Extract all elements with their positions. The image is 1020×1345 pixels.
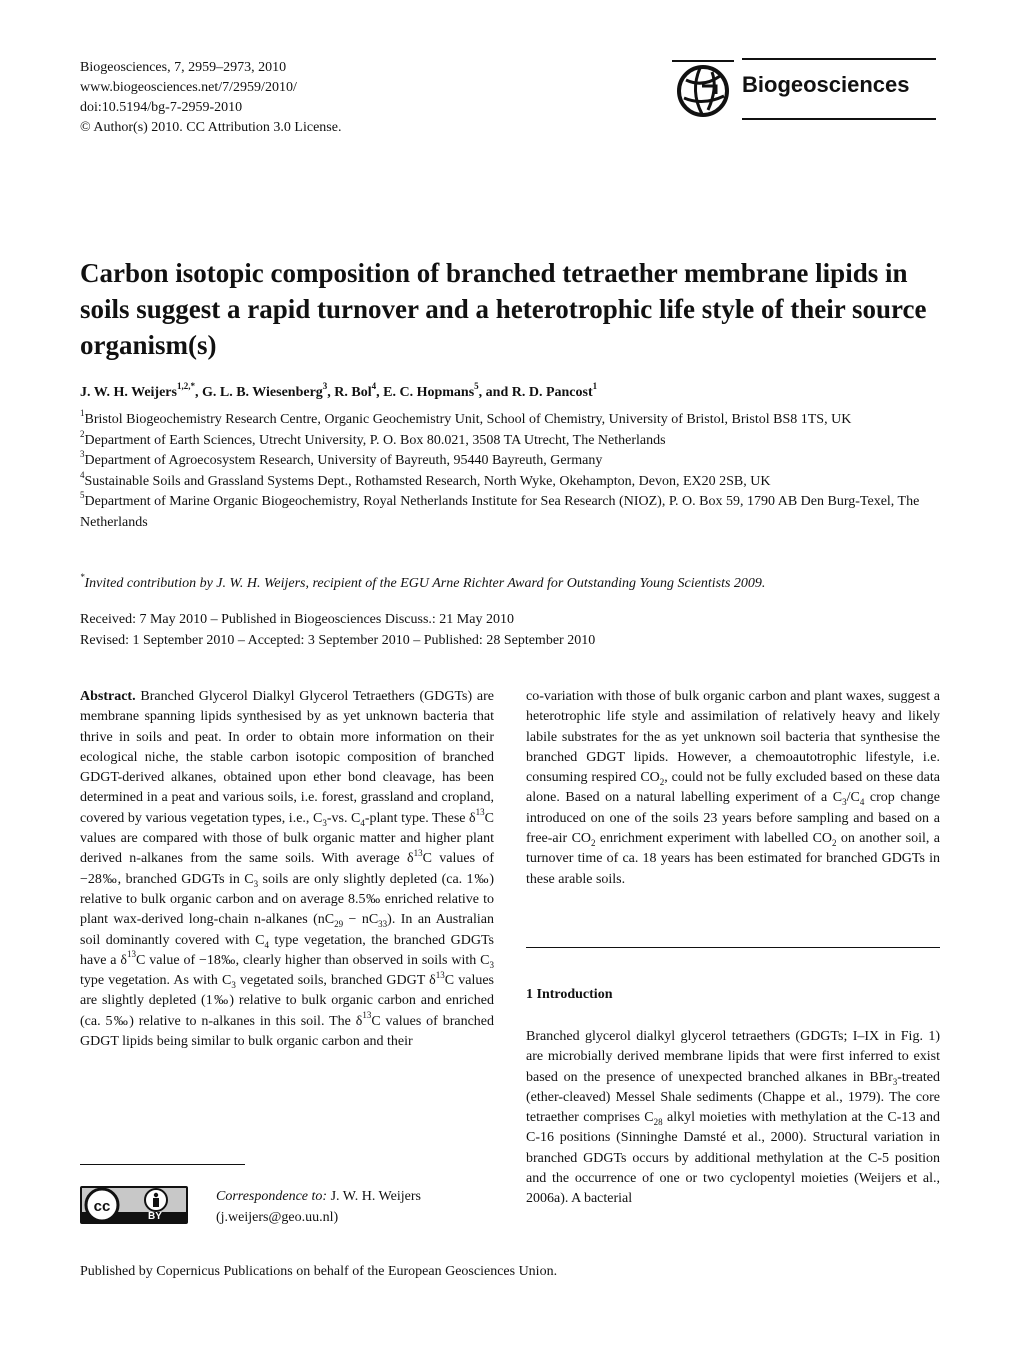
publication-dates [80,609,595,651]
logo-top-rule [742,58,936,60]
subscript: 2 [832,837,837,848]
correspondence-email[interactable]: (j.weijers@geo.uu.nl) [216,1210,339,1225]
subscript: 3 [322,817,327,828]
revised-line: Revised: 1 September 2010 – Accepted: 3 September 2010 – Published: 28 September 2010 [80,633,596,648]
subscript: 3 [892,1076,898,1087]
journal-citation: Biogeosciences, 7, 2959–2973, 2010 [80,60,287,75]
introduction-paragraph [526,1027,940,1210]
correspondence-label: Correspondence to: [216,1189,328,1204]
abstract-text: type vegetation, the branched GDGTs have a δ [80,932,494,968]
author-affil-mark: 3 [322,381,328,392]
author-affil-mark: 5 [474,381,479,392]
affiliation-number: 3 [80,449,85,460]
intro-text: alkyl moieties with methylation at the C-13 and C-16 positions (Sinninghe Damsté et al., 2000). Structural variation in branched GDGTs occurs by additional methylation at the C-5 position and the occurrence of one or two cyclopentyl moieties (Weijers et al., 2006a). A bacterial [526,1110,940,1207]
superscript: 13 [362,1010,372,1021]
subscript: 4 [264,939,269,950]
author-separator: , [327,385,335,400]
author-list [80,381,598,401]
paper-title: Carbon isotopic composition of branched tetraether membrane lipids in soils suggest a rapid turnover and a heterotrophic life style of their source organism(s) [80,258,927,360]
globe-logo-icon [672,58,734,120]
superscript: 13 [127,949,137,960]
affiliation-text: Department of Earth Sciences, Utrecht University, P. O. Box 80.021, 3508 TA Utrecht, The Netherlands [84,432,666,448]
journal-logo [672,58,936,120]
author-affil-mark: 4 [371,381,377,392]
abstract-end-rule [526,947,940,948]
affiliation-number: 2 [80,428,85,439]
author-name: E. C. Hopmans [383,385,475,400]
introduction-text [526,1027,940,1210]
cc-license-badge[interactable] [80,1186,188,1224]
abstract-text: type vegetation. As with C [80,973,232,989]
abstract-text: C values are compared with those of bulk organic matter and higher plant derived n-alkanes from the same soils. With average δ [80,810,495,867]
abstract-text: , could not be fully excluded based on these data alone. Based on a natural labelling experiment of a C [526,770,940,806]
abstract-text: C values of branched GDGT lipids being similar to bulk organic carbon and their [80,1013,494,1050]
author-separator: , [194,385,202,400]
journal-url[interactable]: www.biogeosciences.net/7/2959/2010/ [80,80,297,95]
cc-by-label: BY [148,1211,162,1222]
affiliation-number: 1 [80,408,85,419]
superscript: 13 [413,847,423,858]
received-line: Received: 7 May 2010 – Published in Biogeosciences Discuss.: 21 May 2010 [80,612,514,627]
page-footer: Published by Copernicus Publications on behalf of the European Geosciences Union. [80,1264,558,1279]
abstract-text: soils are only slightly depleted (ca. 1‰) relative to bulk organic carbon and on average 8.5‰ enriched relative to plant wax-derived long-chain n-alkanes (nC [80,871,495,928]
affiliation-text: Sustainable Soils and Grassland Systems Dept., Rothamsted Research, North Wyke, Okehampton, Devon, EX20 2SB, UK [84,473,771,489]
creative-commons-icon [80,1186,188,1224]
affiliation-text: Department of Marine Organic Biogeochemistry, Royal Netherlands Institute for Sea Research (NIOZ), P. O. Box 59, 1790 AB Den Burg-Texel, The Netherlands [80,494,920,530]
abstract-text: crop change introduced on one of the soils 23 years before sampling and based on a free-air CO [526,790,940,847]
abstract-heading: Abstract. [80,689,136,704]
abstract-column [80,687,494,1052]
author-separator: , [376,385,384,400]
subscript: 29 [334,919,344,930]
abstract-text: − nC [343,912,379,928]
author-affil-mark: 1,2,* [176,381,195,392]
superscript: 13 [475,807,485,818]
abstract-continuation [526,687,940,890]
correspondence-block [216,1186,421,1228]
svg-text:cc: cc [93,1198,111,1215]
author-name: G. L. B. Wiesenberg [201,385,323,400]
subscript: 28 [653,1116,663,1127]
abstract-text: Branched Glycerol Dialkyl Glycerol Tetraethers (GDGTs) are membrane spanning lipids synthesised by as yet unknown bacteria that thrive in soils and peat. In order to obtain more information on their ecological niche, the stable carbon isotopic composition of branched GDGT-derived alkanes, obtained upon ether bond cleavage, has been determined in a peat and various soils, i.e. forest, grassland and cropland, covered by various vegetation types, i.e., C [80,689,495,826]
subscript: 3 [489,959,494,970]
abstract-text: C value of −18‰, clearly higher than observed in soils with C [136,952,490,968]
abstract-text: on another soil, a turnover time of ca. 18 years has been estimated for branched GDGTs in these arable soils. [526,831,940,887]
author-affil-mark: 1 [592,381,598,392]
subscript: 2 [659,776,665,787]
subscript: 4 [360,817,365,828]
abstract-text: vegetated soils, branched GDGT δ [235,973,436,989]
abstract-text: C values of −28‰, branched GDGTs in C [80,851,494,887]
author-name: R. D. Pancost [511,385,593,400]
subscript: 3 [253,878,259,889]
superscript: 13 [435,969,445,980]
right-column [526,687,940,890]
subscript: 33 [378,919,388,930]
subscript: 3 [231,979,236,990]
affiliation-item [80,410,940,431]
abstract-text: C values are slightly depleted (1‰) relative to bulk organic carbon and enriched (ca. 5‰) relative to n-alkanes in this soil. The δ [80,973,494,1029]
affiliation-item [80,469,940,493]
license-line: © Author(s) 2010. CC Attribution 3.0 License. [80,120,342,135]
abstract-text: enrichment experiment with labelled CO [595,831,833,847]
affiliation-number: 5 [80,490,85,501]
logo-bottom-rule [742,118,936,120]
header-metadata [80,58,341,138]
invited-contribution-note [80,572,940,592]
author-name: J. W. H. Weijers [80,385,177,400]
affiliation-item [80,428,940,452]
author-separator: , and [478,385,512,400]
affiliation-item [80,451,940,472]
intro-text: Branched glycerol dialkyl glycerol tetraethers (GDGTs; I–IX in Fig. 1) are microbially derived membrane lipids that were first inferred to exist based on the presence of unexpected branched alkanes in BBr [526,1029,940,1085]
footnote-rule [80,1164,245,1165]
affiliation-text: Bristol Biogeochemistry Research Centre, Organic Geochemistry Unit, School of Chemistry, University of Bristol, Bristol BS8 1TS, UK [84,412,852,427]
logo-name: Biogeosciences [742,72,910,97]
author-name: R. Bol [334,385,372,400]
invited-text: Invited contribution by J. W. H. Weijers, recipient of the EGU Arne Richter Award for Outstanding Young Scientists 2009. [84,576,766,591]
abstract-text: co-variation with those of bulk organic carbon and plant waxes, suggest a heterotrophic life style and assimilation of relatively heavy and likely labile substrates for the as yet unknown soil bacteria that synthesise the branched GDGT lipids. However, a chemoautotrophic lifestyle, i.e. consuming respired CO [526,689,940,786]
intro-text: -treated (ether-cleaved) Messel Shale sediments (Chappe et al., 1979). The core tetraether comprises C [526,1069,940,1126]
affiliation-list [80,410,940,533]
subscript: 3 [842,797,847,808]
affiliation-text: Department of Agroecosystem Research, University of Bayreuth, 95440 Bayreuth, Germany [84,453,603,468]
abstract-paragraph [80,687,494,1052]
doi[interactable]: doi:10.5194/bg-7-2959-2010 [80,100,243,115]
abstract-text: /C [846,790,860,806]
subscript: 4 [859,797,865,808]
section-heading-introduction: 1 Introduction [526,987,613,1002]
subscript: 2 [591,837,596,848]
footnote-mark: * [80,572,85,583]
affiliation-item [80,492,940,533]
abstract-text: -vs. C [326,810,361,826]
affiliation-number: 4 [80,469,85,480]
abstract-text: -plant type. These δ [364,810,476,826]
correspondence-name: J. W. H. Weijers [330,1189,421,1204]
abstract-text: ). In an Australian soil dominantly covered with C [80,912,494,948]
